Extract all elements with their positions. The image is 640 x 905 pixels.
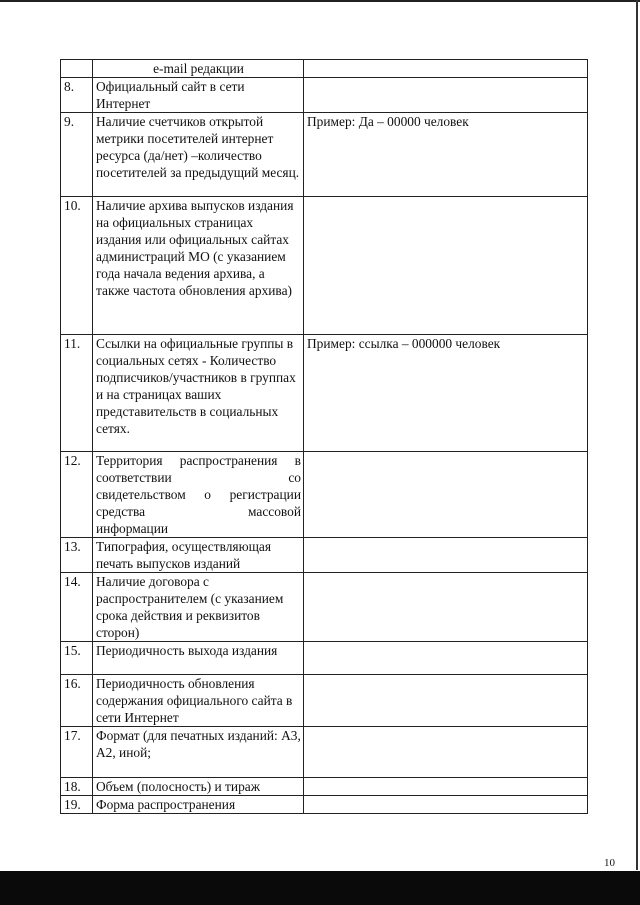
table-row	[61, 60, 588, 78]
table-row	[61, 675, 588, 727]
row-value	[304, 796, 588, 814]
table-row	[61, 335, 588, 452]
row-value	[304, 675, 588, 727]
table-row	[61, 538, 588, 573]
row-value	[304, 538, 588, 573]
row-number: 14.	[61, 573, 93, 642]
scan-right-edge	[636, 0, 638, 870]
application-form-table	[60, 59, 588, 814]
row-value	[304, 197, 588, 335]
row-label: Наличие архива выпусков издания на официальных страницах издания или официальных сайтах администраций МО (с указанием года начала ведения архива, а также частота обновления архива)	[93, 197, 304, 335]
table-row	[61, 778, 588, 796]
scan-bottom-edge	[0, 871, 640, 905]
table-row	[61, 452, 588, 538]
justified-line-4: средства массовой	[96, 504, 301, 519]
row-label: Типография, осуществляющая печать выпусков изданий	[93, 538, 304, 573]
row-value: Пример: Да – 00000 человек	[304, 113, 588, 197]
row-number: 8.	[61, 78, 93, 113]
row-label: Ссылки на официальные группы в социальных сетях - Количество подписчиков/участников в группах и на страницах ваших представительств в социальных сетях.	[93, 335, 304, 452]
page-number: 10	[604, 857, 615, 869]
justified-line-2: соответствии со	[96, 470, 301, 485]
row-label: Наличие договора с распространителем (с указанием срока действия и реквизитов сторон)	[93, 573, 304, 642]
row-value	[304, 778, 588, 796]
row-label: e-mail редакции	[93, 60, 304, 78]
row-number: 9.	[61, 113, 93, 197]
row-number: 11.	[61, 335, 93, 452]
row-label: Формат (для печатных изданий: А3, А2, иной;	[93, 727, 304, 778]
row-label: Объем (полосность) и тираж	[93, 778, 304, 796]
row-number: 17.	[61, 727, 93, 778]
row-label: Форма распространения	[93, 796, 304, 814]
row-label: Периодичность обновления содержания официального сайта в сети Интернет	[93, 675, 304, 727]
table-row	[61, 197, 588, 335]
row-number: 13.	[61, 538, 93, 573]
justified-line-3: свидетельством о регистрации	[96, 487, 301, 502]
row-label: Периодичность выхода издания	[93, 642, 304, 675]
row-label-justified	[93, 452, 304, 538]
scan-top-edge	[0, 0, 640, 2]
row-number: 15.	[61, 642, 93, 675]
row-number: 12.	[61, 452, 93, 538]
table-row	[61, 727, 588, 778]
row-label: Наличие счетчиков открытой метрики посетителей интернет ресурса (да/нет) –количество посетителей за предыдущий месяц.	[93, 113, 304, 197]
row-value	[304, 60, 588, 78]
justified-line-1: Территория распространения в	[96, 453, 301, 468]
row-number: 16.	[61, 675, 93, 727]
row-value	[304, 452, 588, 538]
row-value	[304, 78, 588, 113]
row-value	[304, 642, 588, 675]
table-row	[61, 796, 588, 814]
table-row	[61, 78, 588, 113]
table-row	[61, 113, 588, 197]
row-number	[61, 60, 93, 78]
justified-line-5: информации	[96, 521, 169, 536]
row-value	[304, 573, 588, 642]
row-number: 10.	[61, 197, 93, 335]
row-number: 18.	[61, 778, 93, 796]
row-number: 19.	[61, 796, 93, 814]
table-row	[61, 573, 588, 642]
table-row	[61, 642, 588, 675]
row-label: Официальный сайт в сети Интернет	[93, 78, 304, 113]
row-value	[304, 727, 588, 778]
row-value: Пример: ссылка – 000000 человек	[304, 335, 588, 452]
